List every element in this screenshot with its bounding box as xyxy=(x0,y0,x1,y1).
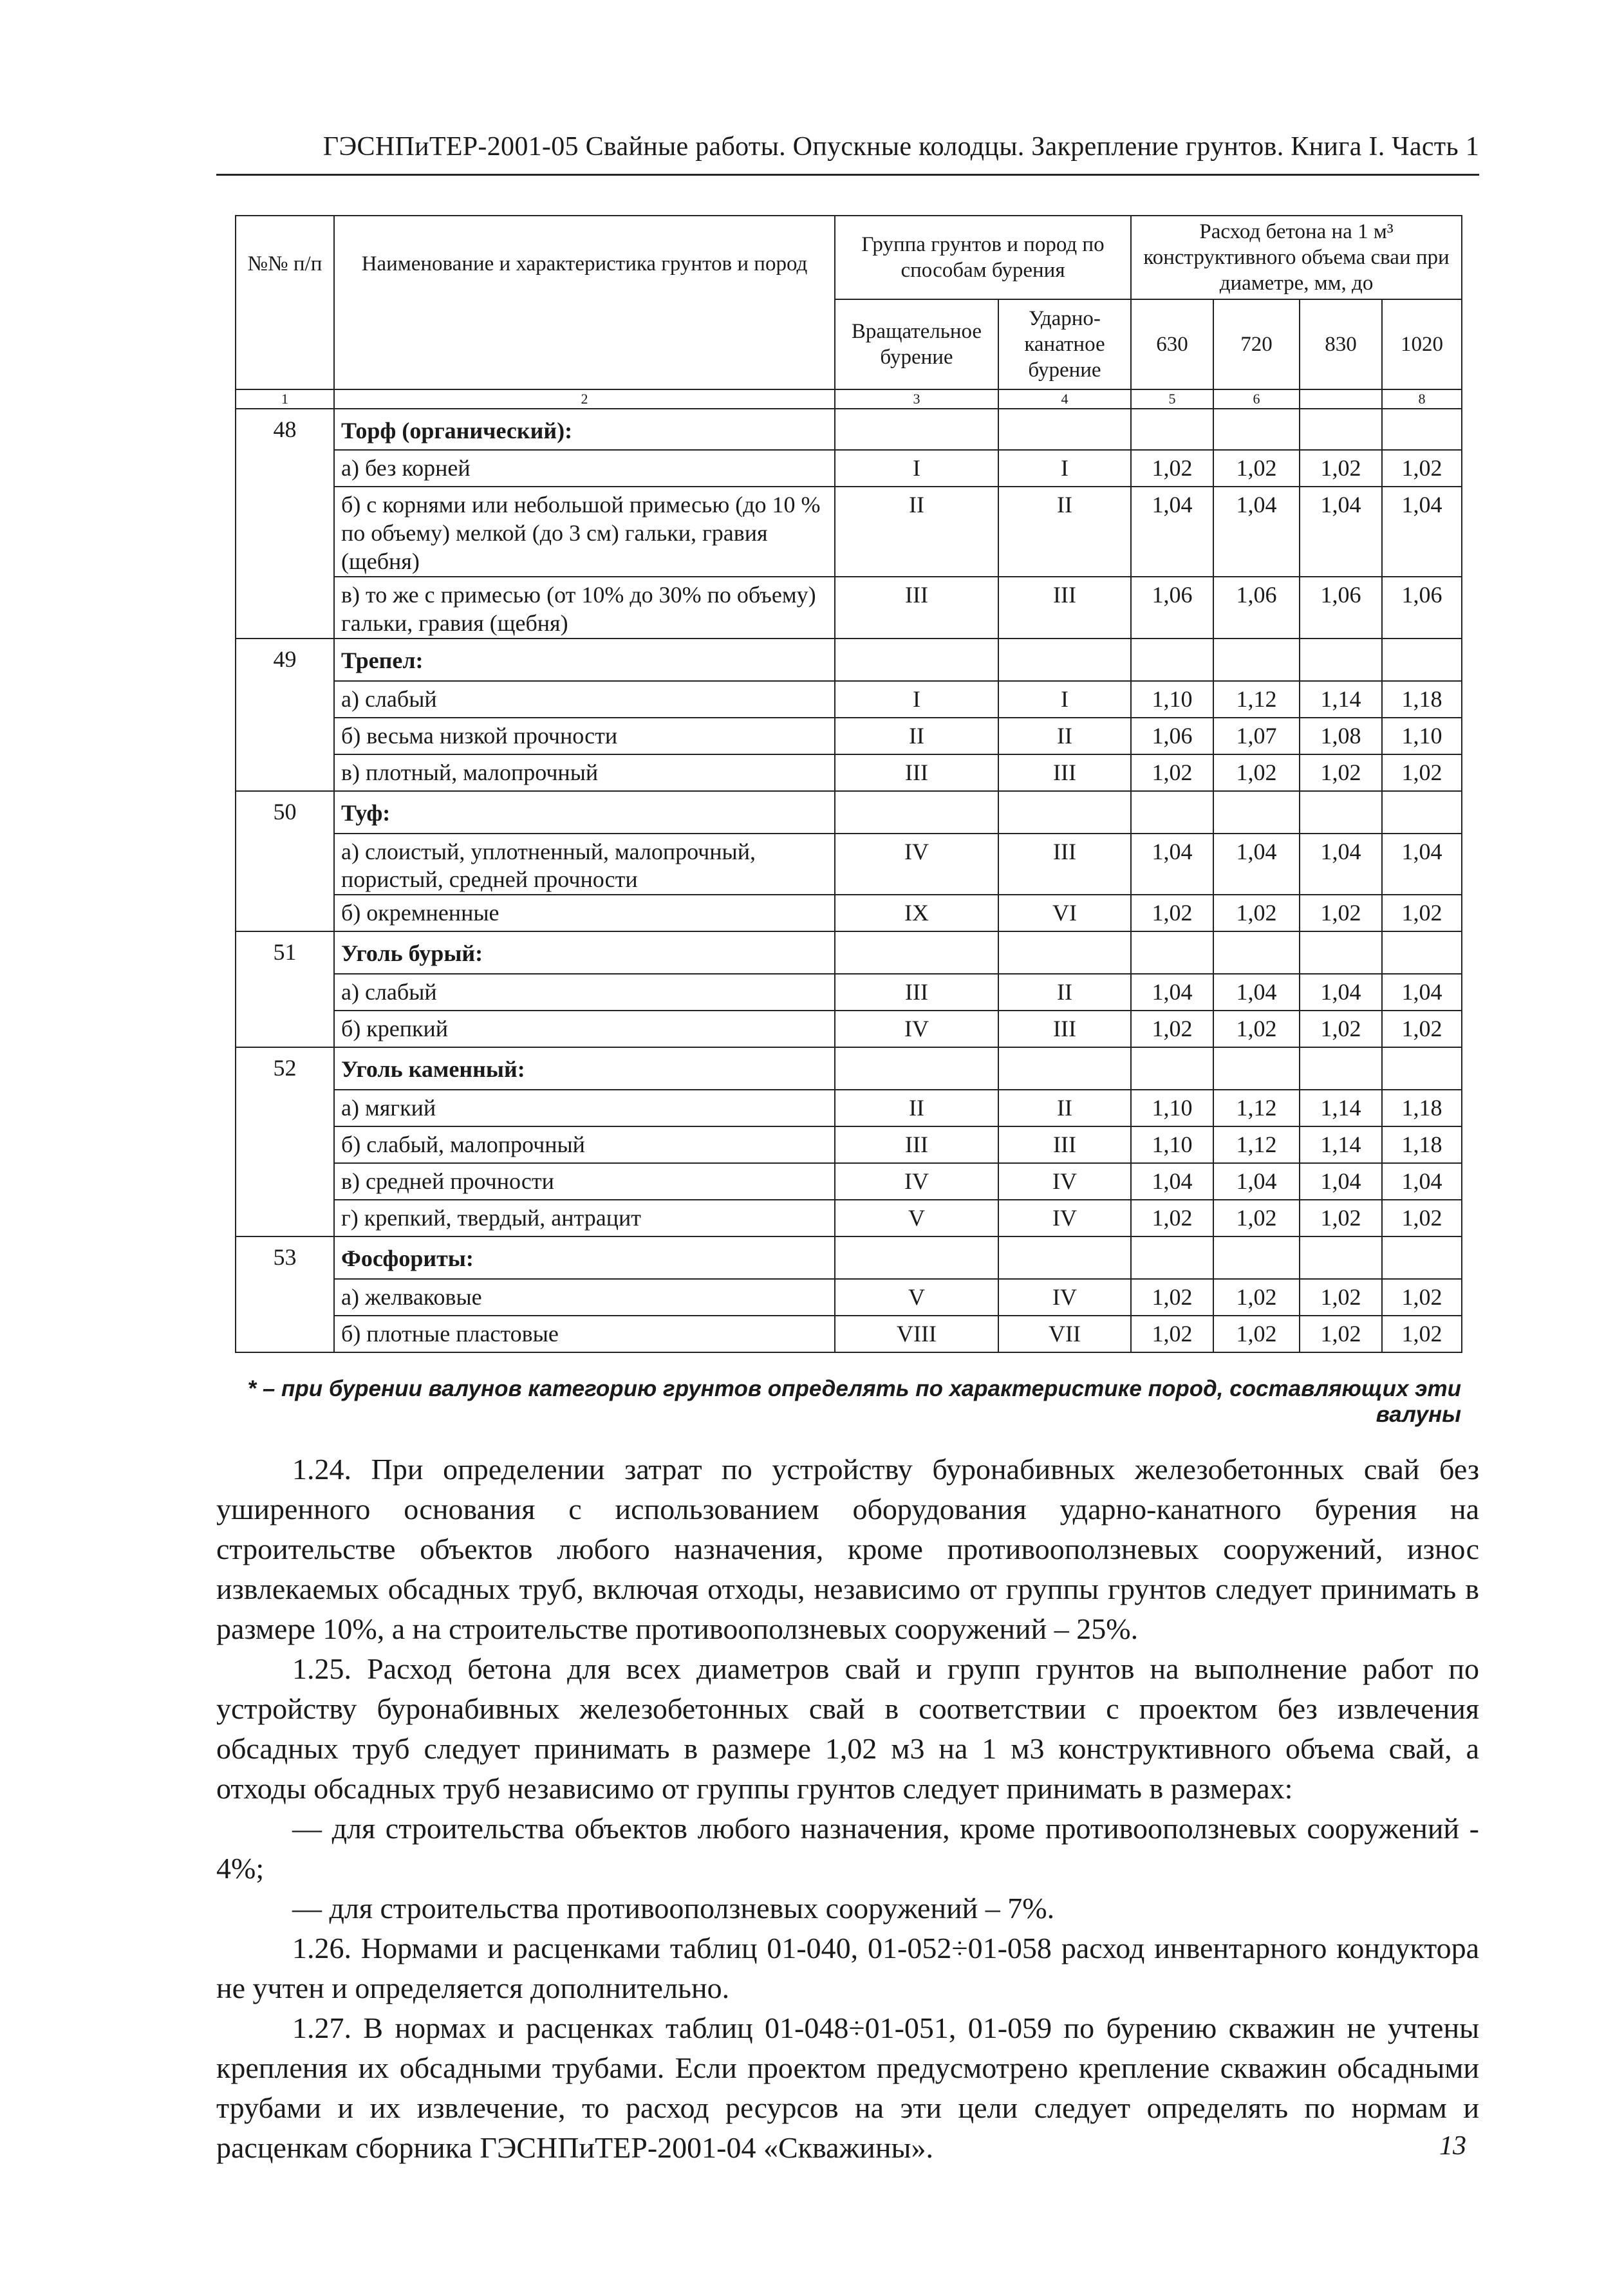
header-consumption: Расход бетона на 1 м³ конструктивного объема сваи при диаметре, мм, до xyxy=(1131,216,1462,299)
body-text xyxy=(216,1450,1479,2168)
table-category-row xyxy=(236,409,1462,450)
value-720: 1,07 xyxy=(1213,718,1300,754)
table-row xyxy=(236,1011,1462,1047)
empty-cell xyxy=(998,931,1131,974)
rotary-group: II xyxy=(835,718,998,754)
soil-description: в) то же с примесью (от 10% до 30% по объему) гальки, гравия (щебня) xyxy=(334,577,835,639)
value-630: 1,02 xyxy=(1131,450,1213,487)
table-row xyxy=(236,895,1462,931)
soil-description: а) желваковые xyxy=(334,1279,835,1316)
value-630: 1,02 xyxy=(1131,1279,1213,1316)
rotary-group: III xyxy=(835,577,998,639)
value-1020: 1,06 xyxy=(1382,577,1462,639)
empty-cell xyxy=(1382,639,1462,681)
value-1020: 1,02 xyxy=(1382,895,1462,931)
empty-cell xyxy=(1131,1047,1213,1090)
column-number xyxy=(1300,389,1382,409)
soil-description: в) плотный, малопрочный xyxy=(334,754,835,791)
value-720: 1,02 xyxy=(1213,754,1300,791)
soil-description: б) с корнями или небольшой примесью (до 10 % по объему) мелкой (до 3 см) гальки, гравия (щебня) xyxy=(334,487,835,577)
value-830: 1,04 xyxy=(1300,1163,1382,1200)
category-title: Уголь каменный: xyxy=(334,1047,835,1090)
value-720: 1,12 xyxy=(1213,1090,1300,1126)
table-row xyxy=(236,1126,1462,1163)
column-number-row xyxy=(236,389,1462,409)
table-row xyxy=(236,1200,1462,1236)
rotary-group: IV xyxy=(835,1163,998,1200)
empty-cell xyxy=(1300,639,1382,681)
soil-concrete-table xyxy=(235,215,1462,1353)
value-830: 1,04 xyxy=(1300,487,1382,577)
value-830: 1,06 xyxy=(1300,577,1382,639)
empty-cell xyxy=(1300,1236,1382,1279)
empty-cell xyxy=(835,1236,998,1279)
row-number: 49 xyxy=(236,639,334,791)
rotary-group: I xyxy=(835,681,998,718)
table-row xyxy=(236,834,1462,895)
value-630: 1,04 xyxy=(1131,974,1213,1011)
empty-cell xyxy=(1131,791,1213,834)
percussion-group: II xyxy=(998,1090,1131,1126)
table-row xyxy=(236,1279,1462,1316)
rotary-group: VIII xyxy=(835,1316,998,1352)
percussion-group: VI xyxy=(998,895,1131,931)
rotary-group: IV xyxy=(835,834,998,895)
value-720: 1,02 xyxy=(1213,895,1300,931)
value-720: 1,04 xyxy=(1213,1163,1300,1200)
soil-description: б) слабый, малопрочный xyxy=(334,1126,835,1163)
header-rotary: Вращательное бурение xyxy=(835,299,998,389)
soil-description: в) средней прочности xyxy=(334,1163,835,1200)
empty-cell xyxy=(998,1236,1131,1279)
column-number: 6 xyxy=(1213,389,1300,409)
soil-description: а) слоистый, уплотненный, малопрочный, пористый, средней прочности xyxy=(334,834,835,895)
percussion-group: III xyxy=(998,834,1131,895)
header-diameter-1020: 1020 xyxy=(1382,299,1462,389)
percussion-group: III xyxy=(998,1011,1131,1047)
value-720: 1,04 xyxy=(1213,487,1300,577)
value-1020: 1,02 xyxy=(1382,1011,1462,1047)
table-category-row xyxy=(236,1047,1462,1090)
empty-cell xyxy=(1382,1236,1462,1279)
value-630: 1,02 xyxy=(1131,1316,1213,1352)
value-830: 1,02 xyxy=(1300,754,1382,791)
header-num: №№ п/п xyxy=(236,216,334,389)
header-diameter-720: 720 xyxy=(1213,299,1300,389)
value-630: 1,10 xyxy=(1131,1090,1213,1126)
column-number: 1 xyxy=(236,389,334,409)
rotary-group: V xyxy=(835,1279,998,1316)
header-rule xyxy=(216,174,1479,176)
header-name: Наименование и характеристика грунтов и пород xyxy=(334,216,835,389)
soil-description: б) крепкий xyxy=(334,1011,835,1047)
value-630: 1,02 xyxy=(1131,754,1213,791)
paragraph-1-27: 1.27. В нормах и расценках таблиц 01-048÷01-051, 01-059 по бурению скважин не учтены крепления их обсадными трубами. Если проектом предусмотрено крепление скважин обсадными трубами и их извлечение, то расход ресурсов на эти цели следует определять по нормам и расценкам сборника ГЭСНПиТЕР-2001-04 «Скважины». xyxy=(216,2011,1479,2164)
percussion-group: IV xyxy=(998,1200,1131,1236)
value-630: 1,10 xyxy=(1131,681,1213,718)
table-row xyxy=(236,1316,1462,1352)
table-row xyxy=(236,718,1462,754)
percussion-group: IV xyxy=(998,1279,1131,1316)
empty-cell xyxy=(1131,409,1213,450)
empty-cell xyxy=(1382,791,1462,834)
header-percussion: Ударно-канатное бурение xyxy=(998,299,1131,389)
rotary-group: I xyxy=(835,450,998,487)
empty-cell xyxy=(1213,1047,1300,1090)
empty-cell xyxy=(1300,409,1382,450)
category-title: Трепел: xyxy=(334,639,835,681)
percussion-group: II xyxy=(998,487,1131,577)
percussion-group: III xyxy=(998,1126,1131,1163)
value-630: 1,02 xyxy=(1131,895,1213,931)
rotary-group: V xyxy=(835,1200,998,1236)
table-category-row xyxy=(236,1236,1462,1279)
empty-cell xyxy=(1213,791,1300,834)
empty-cell xyxy=(1382,931,1462,974)
value-1020: 1,18 xyxy=(1382,681,1462,718)
percussion-group: I xyxy=(998,681,1131,718)
value-630: 1,02 xyxy=(1131,1200,1213,1236)
empty-cell xyxy=(835,931,998,974)
table-row xyxy=(236,754,1462,791)
soil-description: а) без корней xyxy=(334,450,835,487)
value-830: 1,04 xyxy=(1300,834,1382,895)
value-720: 1,06 xyxy=(1213,577,1300,639)
empty-cell xyxy=(998,791,1131,834)
table-row xyxy=(236,1090,1462,1126)
table-category-row xyxy=(236,931,1462,974)
value-830: 1,02 xyxy=(1300,1011,1382,1047)
value-720: 1,02 xyxy=(1213,1011,1300,1047)
percussion-group: IV xyxy=(998,1163,1131,1200)
soil-description: г) крепкий, твердый, антрацит xyxy=(334,1200,835,1236)
table-category-row xyxy=(236,791,1462,834)
value-830: 1,02 xyxy=(1300,1279,1382,1316)
running-header: ГЭСНПиТЕР-2001-05 Свайные работы. Опускные колодцы. Закрепление грунтов. Книга I. Часть 1 xyxy=(322,132,1479,162)
percussion-group: I xyxy=(998,450,1131,487)
column-number: 5 xyxy=(1131,389,1213,409)
paragraph-dash-2: — для строительства противооползневых сооружений – 7%. xyxy=(292,1892,1055,1925)
value-1020: 1,04 xyxy=(1382,974,1462,1011)
row-number: 48 xyxy=(236,409,334,639)
value-1020: 1,02 xyxy=(1382,1279,1462,1316)
value-830: 1,04 xyxy=(1300,974,1382,1011)
empty-cell xyxy=(1213,409,1300,450)
column-number: 4 xyxy=(998,389,1131,409)
empty-cell xyxy=(1382,1047,1462,1090)
empty-cell xyxy=(835,409,998,450)
empty-cell xyxy=(1131,1236,1213,1279)
table-row xyxy=(236,1163,1462,1200)
value-630: 1,10 xyxy=(1131,1126,1213,1163)
column-number: 8 xyxy=(1382,389,1462,409)
empty-cell xyxy=(835,1047,998,1090)
table-row xyxy=(236,487,1462,577)
value-630: 1,06 xyxy=(1131,718,1213,754)
value-720: 1,12 xyxy=(1213,681,1300,718)
header-group: Группа грунтов и пород по способам бурения xyxy=(835,216,1131,299)
soil-description: а) слабый xyxy=(334,681,835,718)
category-title: Торф (органический): xyxy=(334,409,835,450)
category-title: Туф: xyxy=(334,791,835,834)
empty-cell xyxy=(1213,1236,1300,1279)
soil-description: б) плотные пластовые xyxy=(334,1316,835,1352)
value-830: 1,02 xyxy=(1300,895,1382,931)
rotary-group: IX xyxy=(835,895,998,931)
value-720: 1,02 xyxy=(1213,1200,1300,1236)
value-830: 1,02 xyxy=(1300,1316,1382,1352)
row-number: 53 xyxy=(236,1236,334,1352)
empty-cell xyxy=(1300,1047,1382,1090)
value-830: 1,02 xyxy=(1300,1200,1382,1236)
empty-cell xyxy=(998,639,1131,681)
value-1020: 1,10 xyxy=(1382,718,1462,754)
empty-cell xyxy=(1213,639,1300,681)
rotary-group: II xyxy=(835,1090,998,1126)
value-630: 1,04 xyxy=(1131,834,1213,895)
empty-cell xyxy=(1131,931,1213,974)
value-1020: 1,18 xyxy=(1382,1090,1462,1126)
value-1020: 1,04 xyxy=(1382,1163,1462,1200)
row-number: 51 xyxy=(236,931,334,1047)
table-row xyxy=(236,681,1462,718)
category-title: Фосфориты: xyxy=(334,1236,835,1279)
value-1020: 1,02 xyxy=(1382,1316,1462,1352)
rotary-group: III xyxy=(835,1126,998,1163)
header-diameter-830: 830 xyxy=(1300,299,1382,389)
rotary-group: III xyxy=(835,754,998,791)
header-diameter-630: 630 xyxy=(1131,299,1213,389)
percussion-group: II xyxy=(998,974,1131,1011)
table-row xyxy=(236,577,1462,639)
paragraph-1-25: 1.25. Расход бетона для всех диаметров свай и групп грунтов на выполнение работ по устройству буронабивных железобетонных свай в соответствии с проектом без извлечения обсадных труб следует принимать в размере 1,02 м3 на 1 м3 конструктивного объема свай, а отходы обсадных труб независимо от группы грунтов следует принимать в размерах: xyxy=(216,1652,1479,1805)
percussion-group: III xyxy=(998,577,1131,639)
value-720: 1,02 xyxy=(1213,1279,1300,1316)
soil-description: а) слабый xyxy=(334,974,835,1011)
empty-cell xyxy=(1300,791,1382,834)
rotary-group: III xyxy=(835,974,998,1011)
value-630: 1,02 xyxy=(1131,1011,1213,1047)
value-830: 1,14 xyxy=(1300,681,1382,718)
value-830: 1,08 xyxy=(1300,718,1382,754)
value-1020: 1,02 xyxy=(1382,1200,1462,1236)
value-1020: 1,02 xyxy=(1382,450,1462,487)
percussion-group: II xyxy=(998,718,1131,754)
value-720: 1,02 xyxy=(1213,450,1300,487)
row-number: 50 xyxy=(236,791,334,932)
category-title: Уголь бурый: xyxy=(334,931,835,974)
value-1020: 1,02 xyxy=(1382,754,1462,791)
paragraph-dash-1: — для строительства объектов любого назначения, кроме противооползневых сооружений - 4%; xyxy=(216,1812,1479,1885)
empty-cell xyxy=(835,639,998,681)
soil-description: б) окремненные xyxy=(334,895,835,931)
empty-cell xyxy=(1382,409,1462,450)
paragraph-1-24: 1.24. При определении затрат по устройству буронабивных железобетонных свай без уширенного основания с использованием оборудования ударно-канатного бурения на строительстве объектов любого назначения, кроме противооползневых сооружений, износ извлекаемых обсадных труб, включая отходы, независимо от группы грунтов следует принимать в размере 10%, а на строительстве противооползневых сооружений – 25%. xyxy=(216,1453,1479,1645)
percussion-group: VII xyxy=(998,1316,1131,1352)
value-1020: 1,18 xyxy=(1382,1126,1462,1163)
value-830: 1,14 xyxy=(1300,1090,1382,1126)
rotary-group: IV xyxy=(835,1011,998,1047)
column-number: 2 xyxy=(334,389,835,409)
value-830: 1,02 xyxy=(1300,450,1382,487)
rotary-group: II xyxy=(835,487,998,577)
empty-cell xyxy=(1213,931,1300,974)
empty-cell xyxy=(1131,639,1213,681)
row-number: 52 xyxy=(236,1047,334,1236)
value-830: 1,14 xyxy=(1300,1126,1382,1163)
value-1020: 1,04 xyxy=(1382,487,1462,577)
footnote: * – при бурении валунов категорию грунтов определять по характеристике пород, составляющих эти валуны xyxy=(247,1376,1461,1427)
value-720: 1,12 xyxy=(1213,1126,1300,1163)
empty-cell xyxy=(998,1047,1131,1090)
value-1020: 1,04 xyxy=(1382,834,1462,895)
paragraph-1-26: 1.26. Нормами и расценками таблиц 01-040, 01-052÷01-058 расход инвентарного кондуктора не учтен и определяется дополнительно. xyxy=(216,1932,1479,2004)
percussion-group: III xyxy=(998,754,1131,791)
value-630: 1,04 xyxy=(1131,1163,1213,1200)
empty-cell xyxy=(1300,931,1382,974)
column-number: 3 xyxy=(835,389,998,409)
value-720: 1,04 xyxy=(1213,974,1300,1011)
value-720: 1,02 xyxy=(1213,1316,1300,1352)
value-720: 1,04 xyxy=(1213,834,1300,895)
empty-cell xyxy=(998,409,1131,450)
empty-cell xyxy=(835,791,998,834)
soil-description: б) весьма низкой прочности xyxy=(334,718,835,754)
table-category-row xyxy=(236,639,1462,681)
soil-description: а) мягкий xyxy=(334,1090,835,1126)
value-630: 1,04 xyxy=(1131,487,1213,577)
table-row xyxy=(236,974,1462,1011)
value-630: 1,06 xyxy=(1131,577,1213,639)
page-number: 13 xyxy=(1439,2131,1466,2161)
table-row xyxy=(236,450,1462,487)
